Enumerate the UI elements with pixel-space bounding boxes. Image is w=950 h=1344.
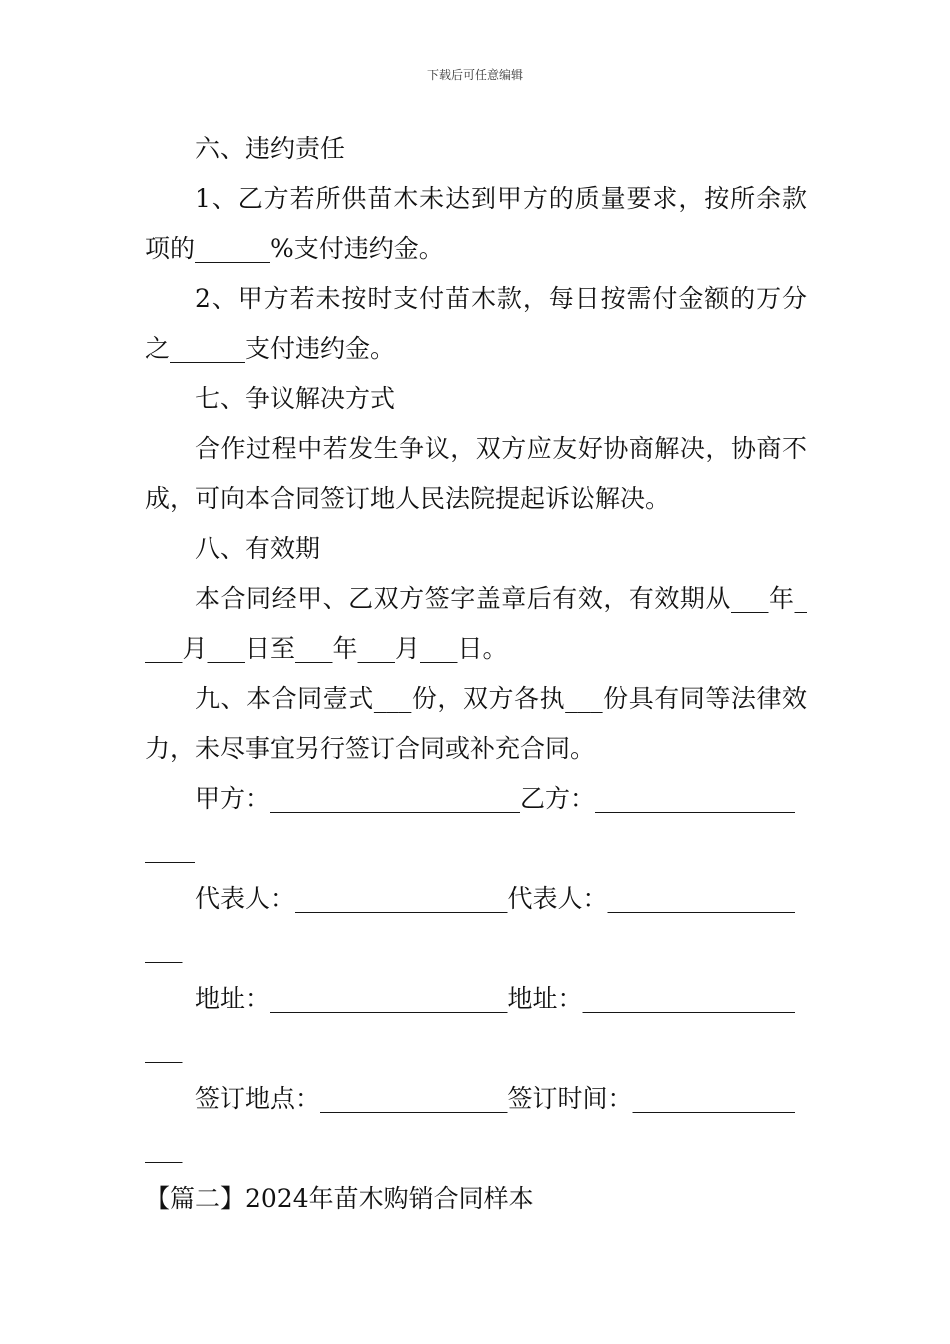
signature-address-line: 地址：___________________地址：____________________ [145,984,796,1063]
section-7-paragraph: 合作过程中若发生争议，双方应友好协商解决，协商不成，可向本合同签订地人民法院提起诉讼解决。 [145,434,807,513]
signature-representative-line: 代表人：_________________代表人：__________________ [145,884,796,963]
signature-place-time-line: 签订地点：_______________签订时间：________________ [145,1084,796,1163]
chapter-two-title: 【篇二】2024年苗木购销合同样本 [145,1184,534,1213]
document-body [145,124,807,1224]
section-8-title: 八、有效期 [195,534,321,563]
section-9-paragraph: 九、本合同壹式___份，双方各执___份具有同等法律效力，未尽事宜另行签订合同或补充合同。 [145,684,807,763]
page-header-note: 下载后可任意编辑 [426,68,523,82]
section-8-paragraph: 本合同经甲、乙双方签字盖章后有效，有效期从___年____月___日至___年___月___日。 [145,584,807,663]
section-7-title: 七、争议解决方式 [195,384,396,413]
section-6-clause-2: 2、甲方若未按时支付苗木款，每日按需付金额的万分之______支付违约金。 [145,284,807,363]
signature-party-line: 甲方：____________________乙方：____________________ [145,784,796,863]
section-6-title: 六、违约责任 [195,134,346,163]
section-6-clause-1: 1、乙方若所供苗木未达到甲方的质量要求，按所余款项的______%支付违约金。 [145,184,807,263]
